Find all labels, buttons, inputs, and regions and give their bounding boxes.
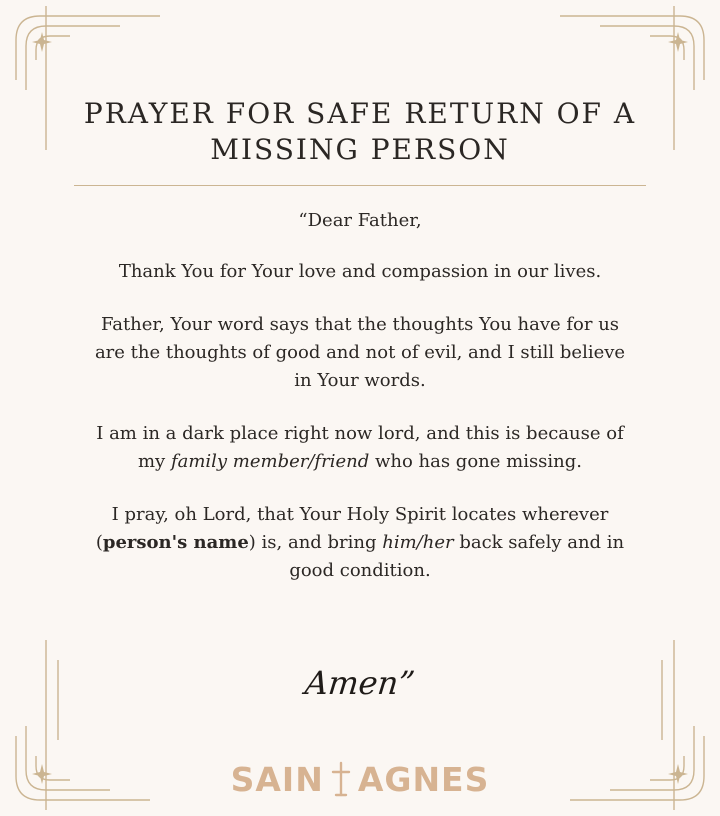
prayer-body — [60, 207, 660, 610]
paragraph-3-line-1: I am in a dark place right now lord, and this is because of — [96, 423, 624, 444]
paragraph-2-line-2: are the thoughts of good and not of evil, and I still believe — [94, 342, 626, 363]
paragraph-4-line-1: I pray, oh Lord, that Your Holy Spirit locates wherever — [111, 504, 609, 525]
title-line-2: MISSING PERSON — [210, 133, 510, 166]
closing-amen: Amen” — [303, 664, 417, 702]
cross-icon — [328, 760, 354, 798]
paragraph-2-line-3: in Your words. — [294, 370, 426, 391]
greeting: “Dear Father, — [298, 210, 422, 231]
paragraph-4-line-2-mid: ) is, and bring — [248, 532, 383, 553]
title-line-1: PRAYER FOR SAFE RETURN OF A — [83, 97, 637, 130]
paragraph-3 — [60, 420, 660, 476]
brand-logo — [200, 757, 520, 801]
title-divider — [74, 185, 646, 186]
paragraph-2 — [60, 311, 660, 395]
logo-text-right: AGNES — [357, 759, 490, 799]
pronoun-placeholder: him/her — [382, 532, 454, 553]
family-member-placeholder: family member/friend — [170, 451, 370, 472]
page-title — [60, 96, 660, 168]
paragraph-4-open-paren: ( — [95, 532, 103, 553]
paragraph-3-line-2-post: who has gone missing. — [369, 451, 583, 472]
logo-text-left: SAIN — [230, 759, 324, 799]
paragraph-4 — [60, 501, 660, 585]
paragraph-4-line-3: good condition. — [289, 560, 431, 581]
paragraph-4-line-2-post: back safely and in — [453, 532, 625, 553]
paragraph-1: Thank You for Your love and compassion in our lives. — [118, 261, 602, 282]
paragraph-2-line-1: Father, Your word says that the thoughts You have for us — [100, 314, 620, 335]
paragraph-3-line-2-pre: my — [137, 451, 171, 472]
person-name-placeholder: person's name — [102, 532, 249, 553]
